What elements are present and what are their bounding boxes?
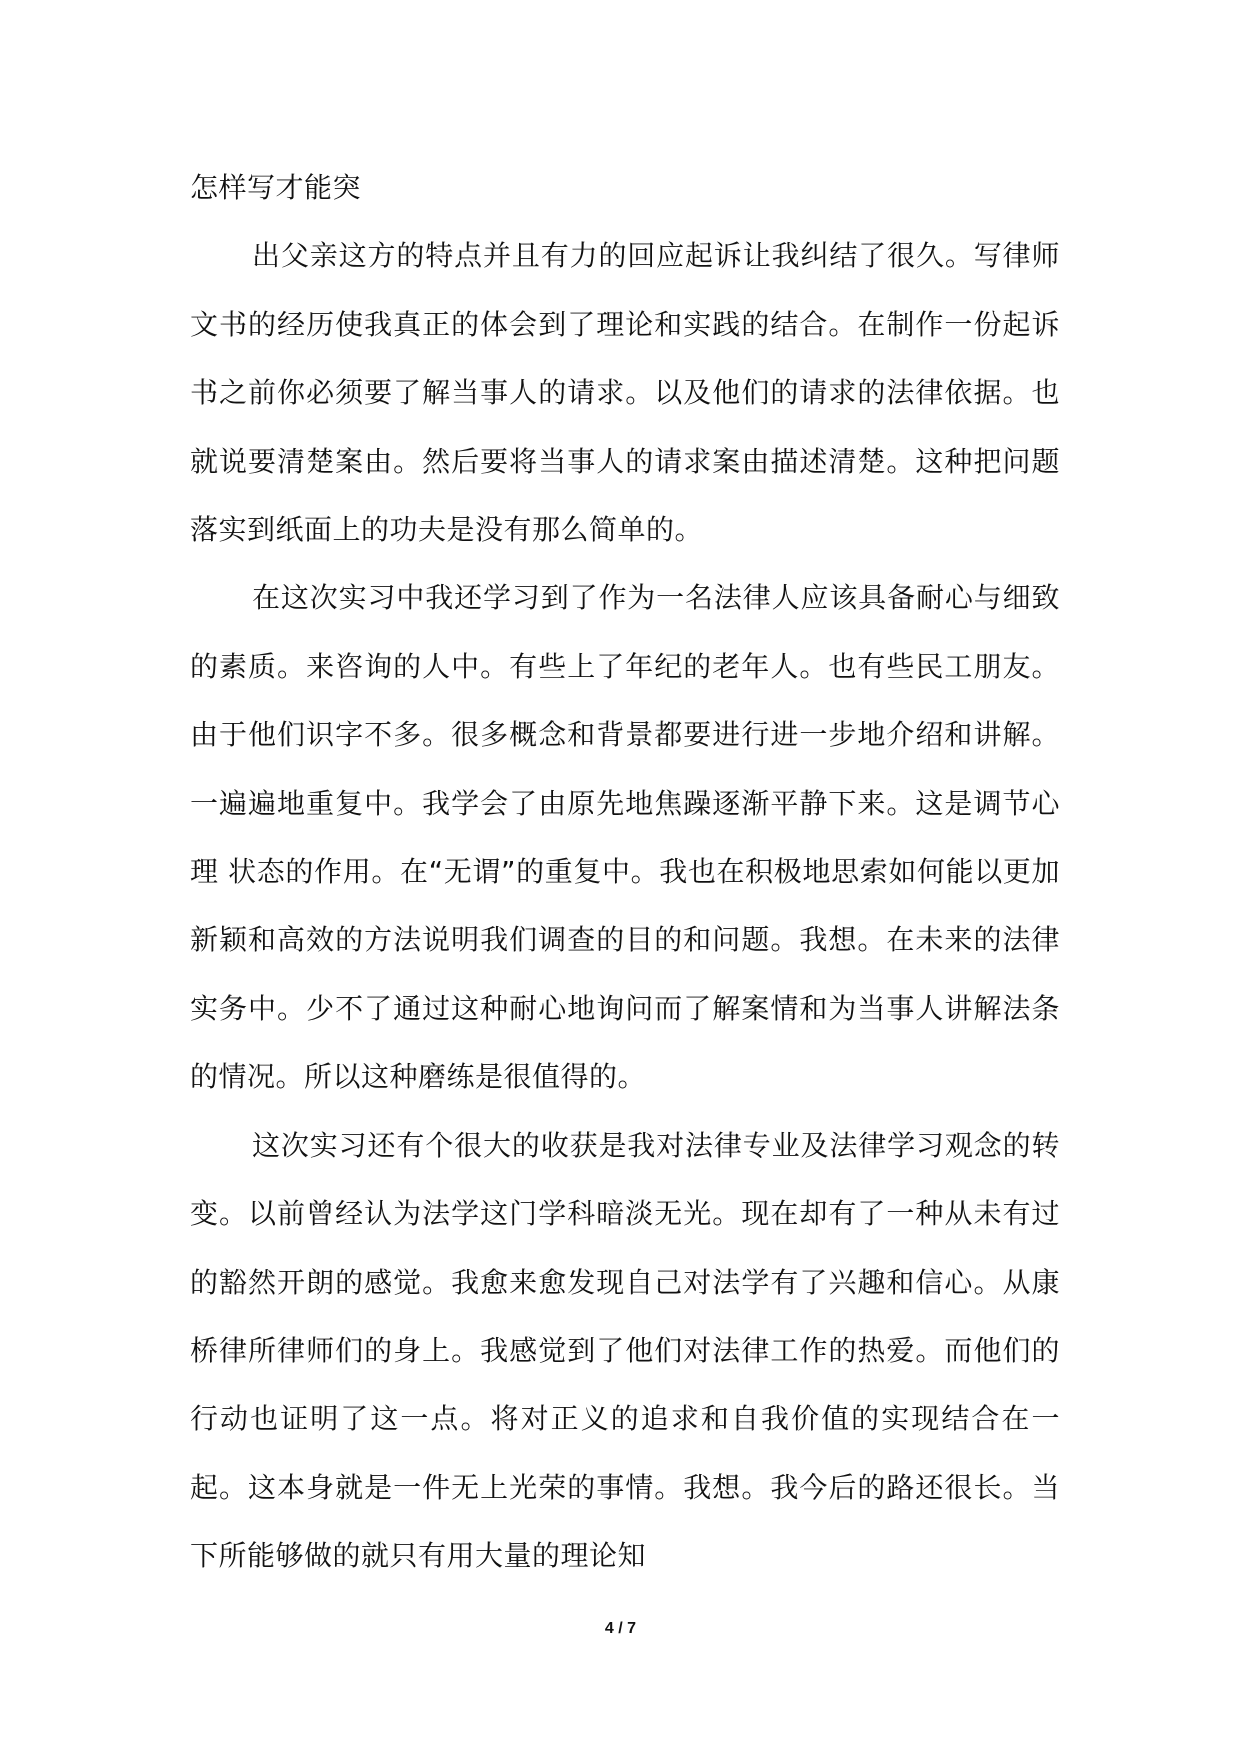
page-number: 4 / 7: [604, 1620, 637, 1637]
paragraph-mindset-change: 这次实习还有个很大的收获是我对法律专业及法律学习观念的转变。以前曾经认为法学这门学科暗淡无光。现在却有了一种从未有过的豁然开朗的感觉。我愈来愈发现自己对法学有了兴趣和信心。从康桥律所律师们的身上。我感觉到了他们对法律工作的热爱。而他们的行动也证明了这一点。将对正义的追求和自我价值的实现结合在一起。这本身就是一件无上光荣的事情。我想。我今后的路还很长。当下所能够做的就只有用大量的理论知: [190, 1128, 1060, 1573]
paragraph-legal-writing: 出父亲这方的特点并且有力的回应起诉让我纠结了很久。写律师文书的经历使我真正的体会到了理论和实践的结合。在制作一份起诉书之前你必须要了解当事人的请求。以及他们的请求的法律依据。也就说要清楚案由。然后要将当事人的请求案由描述清楚。这种把问题落实到纸面上的功夫是没有那么简单的。: [190, 239, 1060, 547]
paragraph-patience: 在这次实习中我还学习到了作为一名法律人应该具备耐心与细致的素质。来咨询的人中。有些上了年纪的老年人。也有些民工朋友。由于他们识字不多。很多概念和背景都要进行进一步地介绍和讲解。一遍遍地重复中。我学会了由原先地焦躁逐渐平静下来。这是调节心理 状态的作用。在“无谓”的重复中。我也在积极地思索如何能以更加新颖和高效的方法说明我们调查的目的和问题。我想。在未来的法律实务中。少不了通过这种耐心地询问而了解案情和为当事人讲解法条的情况。所以这种磨练是很值得的。: [190, 581, 1060, 1094]
document-body: [190, 154, 1060, 1591]
paragraph-continuation: 怎样写才能突: [190, 171, 362, 204]
